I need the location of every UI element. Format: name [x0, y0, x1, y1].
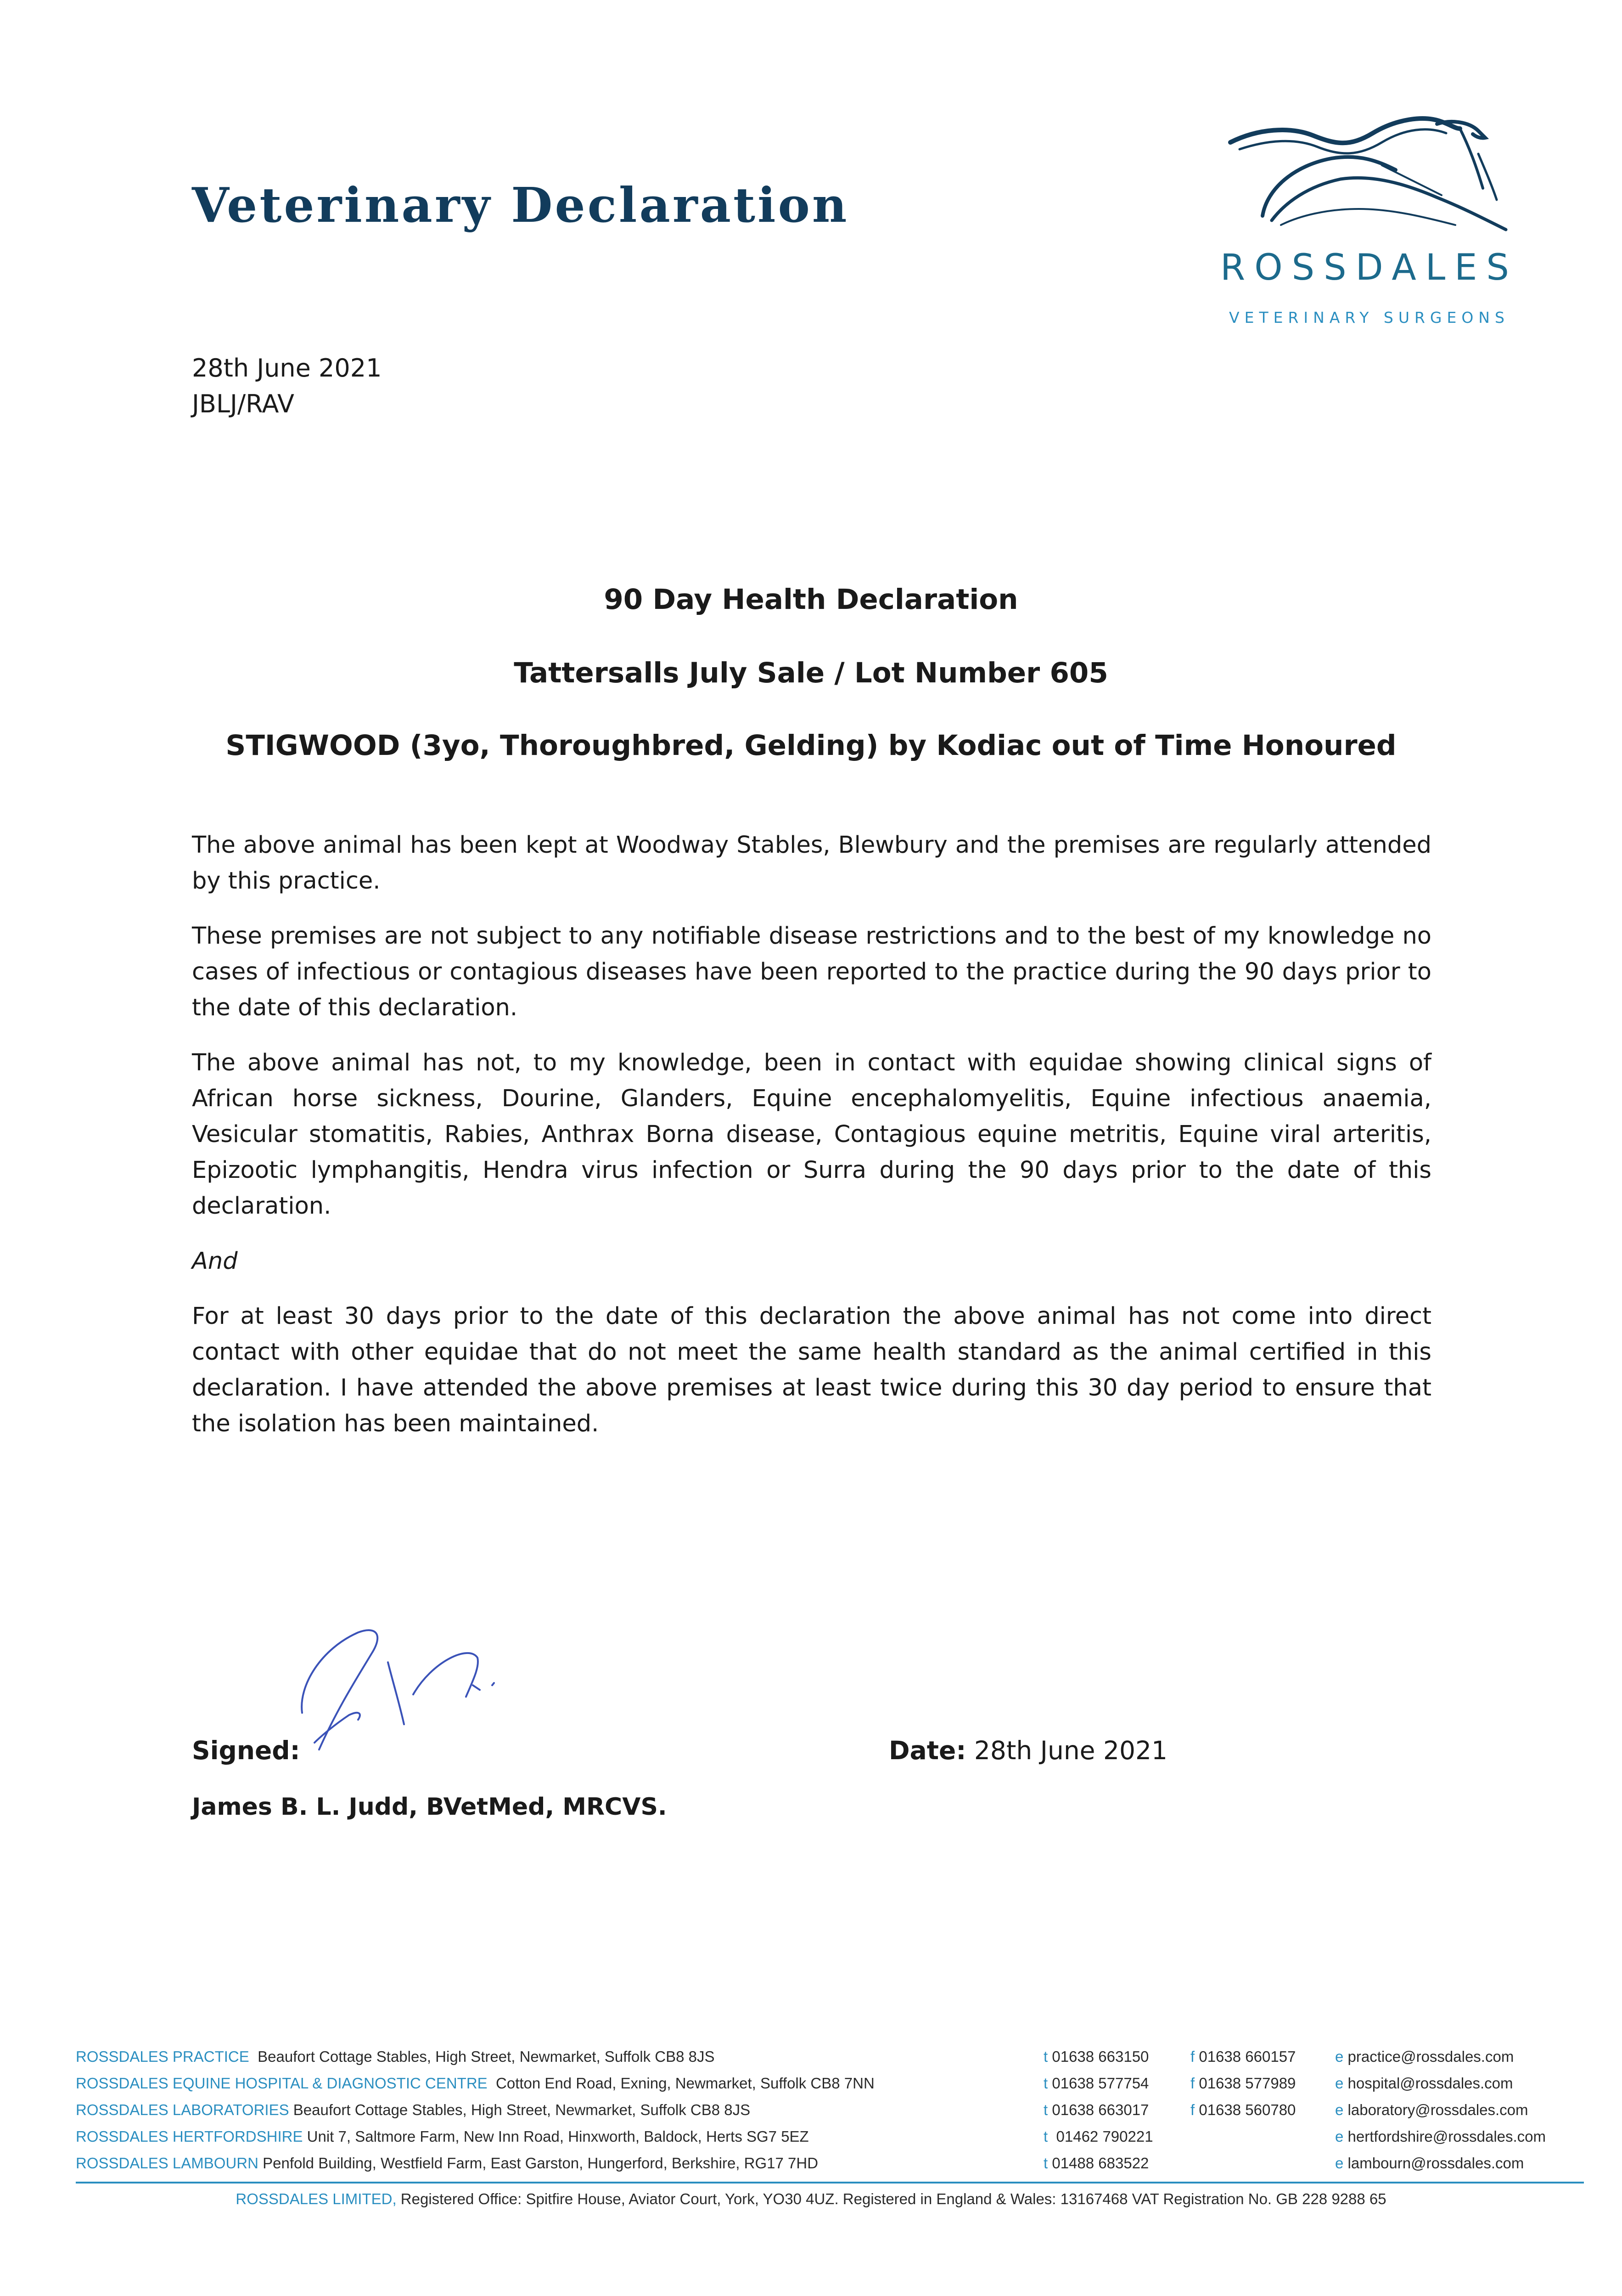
horse-heading: STIGWOOD (3yo, Thoroughbred, Gelding) by Kodiac out of Time Honoured	[225, 729, 1397, 762]
signed-row	[192, 1736, 300, 1765]
sale-heading: Tattersalls July Sale / Lot Number 605	[514, 657, 1108, 689]
fax-prefix: f	[1190, 2075, 1195, 2092]
tel-prefix: t	[1044, 2128, 1048, 2145]
footer-tel: 01638 663150	[1052, 2048, 1149, 2065]
footer-address: Penfold Building, Westfield Farm, East Garston, Hungerford, Berkshire, RG17 7HD	[263, 2155, 819, 2172]
tel-prefix: t	[1044, 2075, 1048, 2092]
footer-org: ROSSDALES HERTFORDSHIRE	[76, 2128, 303, 2145]
registered-text: Registered Office: Spitfire House, Aviator Court, York, YO30 4UZ. Registered in England & Wales: 13167468 VAT Registration No. GB 228 9288 65	[400, 2190, 1386, 2207]
footer-tel: 01638 577754	[1052, 2075, 1149, 2092]
handwritten-signature-icon	[294, 1616, 578, 1768]
registered-org: ROSSDALES LIMITED,	[236, 2190, 397, 2207]
footer-org: ROSSDALES EQUINE HOSPITAL & DIAGNOSTIC CENTRE	[76, 2075, 488, 2092]
footer-address: Beaufort Cottage Stables, High Street, Newmarket, Suffolk CB8 8JS	[258, 2048, 715, 2065]
vet-name: James B. L. Judd, BVetMed, MRCVS.	[192, 1793, 667, 1821]
reference-date: 28th June 2021	[192, 354, 382, 383]
logo-tagline: VETERINARY SURGEONS	[1229, 309, 1510, 326]
footer-fax: 01638 560780	[1199, 2101, 1296, 2118]
tel-prefix: t	[1044, 2048, 1048, 2065]
footer-row-practice	[76, 2048, 1591, 2075]
footer-org: ROSSDALES LAMBOURN	[76, 2155, 258, 2172]
email-prefix: e	[1335, 2075, 1344, 2092]
footer-row-hertfordshire	[76, 2128, 1591, 2155]
paragraph-restrictions: These premises are not subject to any notifiable disease restrictions and to the best of my knowledge no cases of infectious or contagious diseases have been reported to the practice during the 90 days prior to the date of this declaration.	[192, 923, 1431, 1021]
declaration-body	[192, 827, 1431, 1461]
logo-wordmark: ROSSDALES	[1220, 247, 1518, 288]
date-label: Date:	[889, 1736, 966, 1765]
footer-row-hospital	[76, 2075, 1591, 2101]
signed-label: Signed:	[192, 1736, 300, 1765]
footer-fax: 01638 577989	[1199, 2075, 1296, 2092]
footer-fax: 01638 660157	[1199, 2048, 1296, 2065]
footer-tel: 01462 790221	[1056, 2128, 1153, 2145]
declaration-heading: 90 Day Health Declaration	[604, 583, 1018, 616]
registered-office	[0, 2190, 1622, 2208]
tel-prefix: t	[1044, 2155, 1048, 2172]
footer-org: ROSSDALES PRACTICE	[76, 2048, 249, 2065]
paragraph-premises: The above animal has been kept at Woodway Stables, Blewbury and the premises are regularly attended by this practice.	[192, 832, 1431, 895]
footer-email[interactable]: practice@rossdales.com	[1347, 2048, 1514, 2065]
footer-email[interactable]: laboratory@rossdales.com	[1347, 2101, 1528, 2118]
paragraph-diseases: The above animal has not, to my knowledge, been in contact with equidae showing clinical signs of African horse sickness, Dourine, Glanders, Equine encephalomyelitis, Equine infectious anaemia, Vesicular stomatitis, Rabies, Anthrax Borna disease, Contagious equine metritis, Equine viral arteritis, Epizootic lymphangitis, Hendra virus infection or Surra during the 90 days prior to the date of this declaration.	[192, 1049, 1431, 1220]
rossdales-horse-logo-icon	[1221, 110, 1520, 340]
fax-prefix: f	[1190, 2101, 1195, 2118]
footer-row-laboratories	[76, 2101, 1591, 2128]
footer-address: Unit 7, Saltmore Farm, New Inn Road, Hinxworth, Baldock, Herts SG7 5EZ	[307, 2128, 809, 2145]
footer-email[interactable]: lambourn@rossdales.com	[1347, 2155, 1524, 2172]
footer-email[interactable]: hertfordshire@rossdales.com	[1347, 2128, 1546, 2145]
footer-tel: 01638 663017	[1052, 2101, 1149, 2118]
reference-code: JBLJ/RAV	[192, 389, 294, 418]
paragraph-and: And	[192, 1248, 238, 1275]
fax-prefix: f	[1190, 2048, 1195, 2065]
footer-org: ROSSDALES LABORATORIES	[76, 2101, 289, 2118]
document-title: Veterinary Declaration	[192, 177, 849, 233]
footer-divider	[76, 2182, 1584, 2183]
email-prefix: e	[1335, 2101, 1344, 2118]
footer-contacts	[76, 2048, 1591, 2181]
email-prefix: e	[1335, 2048, 1344, 2065]
date-row	[889, 1736, 1167, 1765]
date-value: 28th June 2021	[974, 1736, 1167, 1765]
footer-address: Beaufort Cottage Stables, High Street, Newmarket, Suffolk CB8 8JS	[293, 2101, 751, 2118]
email-prefix: e	[1335, 2155, 1344, 2172]
footer-address: Cotton End Road, Exning, Newmarket, Suffolk CB8 7NN	[496, 2075, 875, 2092]
footer-email[interactable]: hospital@rossdales.com	[1347, 2075, 1513, 2092]
tel-prefix: t	[1044, 2101, 1048, 2118]
footer-tel: 01488 683522	[1052, 2155, 1149, 2172]
footer-row-lambourn	[76, 2155, 1591, 2181]
paragraph-isolation: For at least 30 days prior to the date of this declaration the above animal has not come into direct contact with other equidae that do not meet the same health standard as the animal certified in this declaration. I have attended the above premises at least twice during this 30 day period to ensure that the isolation has been maintained.	[192, 1303, 1431, 1437]
email-prefix: e	[1335, 2128, 1344, 2145]
